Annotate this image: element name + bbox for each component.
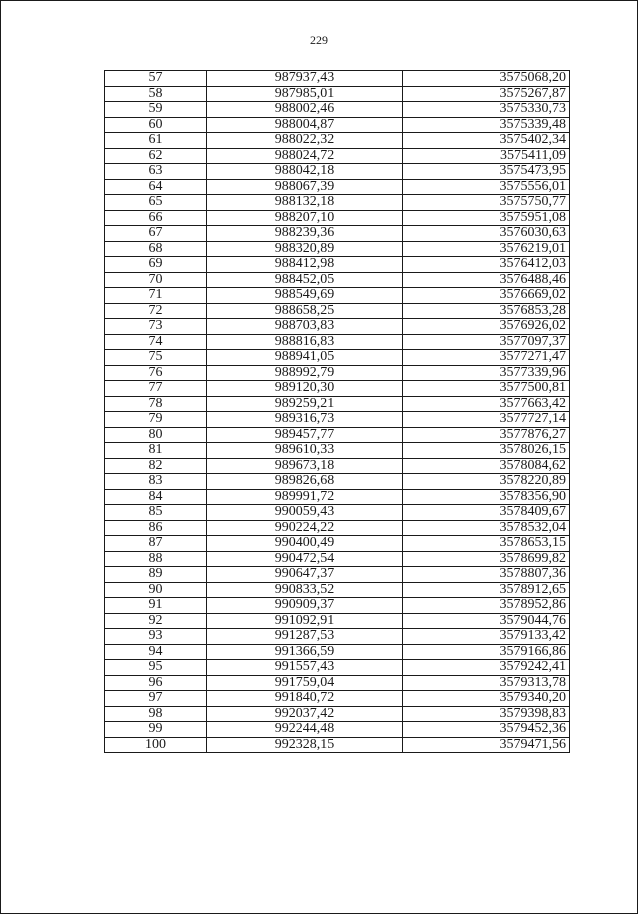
x-coordinate-cell: 989120,30 (207, 381, 403, 397)
y-coordinate-cell: 3575556,01 (403, 179, 570, 195)
point-number-cell: 77 (105, 381, 207, 397)
y-coordinate-cell: 3577271,47 (403, 350, 570, 366)
table-row (105, 505, 570, 521)
point-number-cell: 69 (105, 257, 207, 273)
point-number-cell: 91 (105, 598, 207, 614)
y-coordinate-cell: 3577876,27 (403, 427, 570, 443)
y-coordinate-cell: 3575267,87 (403, 86, 570, 102)
y-coordinate-cell: 3579133,42 (403, 629, 570, 645)
point-number-cell: 85 (105, 505, 207, 521)
x-coordinate-cell: 990059,43 (207, 505, 403, 521)
x-coordinate-cell: 988042,18 (207, 164, 403, 180)
point-number-cell: 90 (105, 582, 207, 598)
point-number-cell: 57 (105, 71, 207, 87)
table-row (105, 582, 570, 598)
x-coordinate-cell: 988412,98 (207, 257, 403, 273)
x-coordinate-cell: 989673,18 (207, 458, 403, 474)
y-coordinate-cell: 3578026,15 (403, 443, 570, 459)
y-coordinate-cell: 3577500,81 (403, 381, 570, 397)
y-coordinate-cell: 3578356,90 (403, 489, 570, 505)
point-number-cell: 87 (105, 536, 207, 552)
table-row (105, 117, 570, 133)
table-row (105, 598, 570, 614)
y-coordinate-cell: 3575339,48 (403, 117, 570, 133)
y-coordinate-cell: 3578409,67 (403, 505, 570, 521)
table-row (105, 737, 570, 753)
y-coordinate-cell: 3578532,04 (403, 520, 570, 536)
x-coordinate-cell: 992037,42 (207, 706, 403, 722)
point-number-cell: 73 (105, 319, 207, 335)
table-row (105, 551, 570, 567)
y-coordinate-cell: 3577663,42 (403, 396, 570, 412)
table-row (105, 489, 570, 505)
point-number-cell: 71 (105, 288, 207, 304)
x-coordinate-cell: 991092,91 (207, 613, 403, 629)
x-coordinate-cell: 992328,15 (207, 737, 403, 753)
x-coordinate-cell: 988452,05 (207, 272, 403, 288)
table-row (105, 210, 570, 226)
x-coordinate-cell: 991759,04 (207, 675, 403, 691)
x-coordinate-cell: 988992,79 (207, 365, 403, 381)
coordinates-table-body (105, 71, 570, 753)
point-number-cell: 92 (105, 613, 207, 629)
point-number-cell: 68 (105, 241, 207, 257)
point-number-cell: 75 (105, 350, 207, 366)
x-coordinate-cell: 988320,89 (207, 241, 403, 257)
x-coordinate-cell: 987937,43 (207, 71, 403, 87)
table-row (105, 644, 570, 660)
point-number-cell: 83 (105, 474, 207, 490)
point-number-cell: 89 (105, 567, 207, 583)
y-coordinate-cell: 3576669,02 (403, 288, 570, 304)
table-row (105, 613, 570, 629)
x-coordinate-cell: 989826,68 (207, 474, 403, 490)
x-coordinate-cell: 988703,83 (207, 319, 403, 335)
table-row (105, 629, 570, 645)
table-row (105, 179, 570, 195)
y-coordinate-cell: 3579452,36 (403, 722, 570, 738)
x-coordinate-cell: 992244,48 (207, 722, 403, 738)
y-coordinate-cell: 3578653,15 (403, 536, 570, 552)
point-number-cell: 97 (105, 691, 207, 707)
page-number: 229 (310, 33, 328, 47)
table-row (105, 722, 570, 738)
table-row (105, 257, 570, 273)
point-number-cell: 66 (105, 210, 207, 226)
y-coordinate-cell: 3575473,95 (403, 164, 570, 180)
table-row (105, 164, 570, 180)
table-row (105, 319, 570, 335)
point-number-cell: 94 (105, 644, 207, 660)
table-row (105, 412, 570, 428)
x-coordinate-cell: 988549,69 (207, 288, 403, 304)
point-number-cell: 78 (105, 396, 207, 412)
table-row (105, 567, 570, 583)
y-coordinate-cell: 3576853,28 (403, 303, 570, 319)
point-number-cell: 62 (105, 148, 207, 164)
table-row (105, 520, 570, 536)
x-coordinate-cell: 991840,72 (207, 691, 403, 707)
table-row (105, 350, 570, 366)
x-coordinate-cell: 990833,52 (207, 582, 403, 598)
x-coordinate-cell: 988207,10 (207, 210, 403, 226)
table-row (105, 660, 570, 676)
x-coordinate-cell: 988941,05 (207, 350, 403, 366)
point-number-cell: 82 (105, 458, 207, 474)
x-coordinate-cell: 990400,49 (207, 536, 403, 552)
x-coordinate-cell: 990472,54 (207, 551, 403, 567)
y-coordinate-cell: 3575402,34 (403, 133, 570, 149)
y-coordinate-cell: 3577339,96 (403, 365, 570, 381)
x-coordinate-cell: 989457,77 (207, 427, 403, 443)
y-coordinate-cell: 3578084,62 (403, 458, 570, 474)
y-coordinate-cell: 3575411,09 (403, 148, 570, 164)
table-row (105, 675, 570, 691)
x-coordinate-cell: 988239,36 (207, 226, 403, 242)
table-row (105, 691, 570, 707)
table-row (105, 148, 570, 164)
coordinates-table (104, 70, 570, 753)
y-coordinate-cell: 3578220,89 (403, 474, 570, 490)
y-coordinate-cell: 3579471,56 (403, 737, 570, 753)
table-row (105, 241, 570, 257)
table-row (105, 381, 570, 397)
table-row (105, 133, 570, 149)
point-number-cell: 60 (105, 117, 207, 133)
table-row (105, 458, 570, 474)
point-number-cell: 93 (105, 629, 207, 645)
table-row (105, 443, 570, 459)
x-coordinate-cell: 988067,39 (207, 179, 403, 195)
point-number-cell: 88 (105, 551, 207, 567)
x-coordinate-cell: 988002,46 (207, 102, 403, 118)
table-row (105, 334, 570, 350)
table-row (105, 536, 570, 552)
table-row (105, 195, 570, 211)
y-coordinate-cell: 3579313,78 (403, 675, 570, 691)
point-number-cell: 58 (105, 86, 207, 102)
point-number-cell: 96 (105, 675, 207, 691)
y-coordinate-cell: 3576030,63 (403, 226, 570, 242)
y-coordinate-cell: 3578807,36 (403, 567, 570, 583)
point-number-cell: 79 (105, 412, 207, 428)
x-coordinate-cell: 990647,37 (207, 567, 403, 583)
y-coordinate-cell: 3579166,86 (403, 644, 570, 660)
table-row (105, 396, 570, 412)
point-number-cell: 59 (105, 102, 207, 118)
table-row (105, 706, 570, 722)
y-coordinate-cell: 3577097,37 (403, 334, 570, 350)
point-number-cell: 98 (105, 706, 207, 722)
table-row (105, 288, 570, 304)
x-coordinate-cell: 988024,72 (207, 148, 403, 164)
point-number-cell: 72 (105, 303, 207, 319)
point-number-cell: 61 (105, 133, 207, 149)
x-coordinate-cell: 987985,01 (207, 86, 403, 102)
x-coordinate-cell: 989316,73 (207, 412, 403, 428)
table-row (105, 272, 570, 288)
point-number-cell: 99 (105, 722, 207, 738)
x-coordinate-cell: 991557,43 (207, 660, 403, 676)
y-coordinate-cell: 3575068,20 (403, 71, 570, 87)
y-coordinate-cell: 3578699,82 (403, 551, 570, 567)
x-coordinate-cell: 988816,83 (207, 334, 403, 350)
table-row (105, 427, 570, 443)
x-coordinate-cell: 988022,32 (207, 133, 403, 149)
x-coordinate-cell: 989259,21 (207, 396, 403, 412)
y-coordinate-cell: 3579398,83 (403, 706, 570, 722)
x-coordinate-cell: 990224,22 (207, 520, 403, 536)
point-number-cell: 81 (105, 443, 207, 459)
table-row (105, 474, 570, 490)
table-row (105, 102, 570, 118)
table-row (105, 303, 570, 319)
x-coordinate-cell: 989610,33 (207, 443, 403, 459)
y-coordinate-cell: 3576412,03 (403, 257, 570, 273)
y-coordinate-cell: 3575330,73 (403, 102, 570, 118)
table-row (105, 226, 570, 242)
y-coordinate-cell: 3579340,20 (403, 691, 570, 707)
point-number-cell: 100 (105, 737, 207, 753)
y-coordinate-cell: 3578912,65 (403, 582, 570, 598)
y-coordinate-cell: 3575750,77 (403, 195, 570, 211)
y-coordinate-cell: 3575951,08 (403, 210, 570, 226)
x-coordinate-cell: 991287,53 (207, 629, 403, 645)
point-number-cell: 84 (105, 489, 207, 505)
point-number-cell: 65 (105, 195, 207, 211)
x-coordinate-cell: 988004,87 (207, 117, 403, 133)
table-row (105, 86, 570, 102)
y-coordinate-cell: 3578952,86 (403, 598, 570, 614)
point-number-cell: 76 (105, 365, 207, 381)
y-coordinate-cell: 3576488,46 (403, 272, 570, 288)
point-number-cell: 86 (105, 520, 207, 536)
table-row (105, 365, 570, 381)
y-coordinate-cell: 3579242,41 (403, 660, 570, 676)
point-number-cell: 95 (105, 660, 207, 676)
table-row (105, 71, 570, 87)
point-number-cell: 70 (105, 272, 207, 288)
point-number-cell: 74 (105, 334, 207, 350)
x-coordinate-cell: 991366,59 (207, 644, 403, 660)
y-coordinate-cell: 3577727,14 (403, 412, 570, 428)
point-number-cell: 64 (105, 179, 207, 195)
point-number-cell: 80 (105, 427, 207, 443)
y-coordinate-cell: 3576219,01 (403, 241, 570, 257)
point-number-cell: 67 (105, 226, 207, 242)
x-coordinate-cell: 988658,25 (207, 303, 403, 319)
point-number-cell: 63 (105, 164, 207, 180)
x-coordinate-cell: 989991,72 (207, 489, 403, 505)
x-coordinate-cell: 988132,18 (207, 195, 403, 211)
y-coordinate-cell: 3576926,02 (403, 319, 570, 335)
y-coordinate-cell: 3579044,76 (403, 613, 570, 629)
x-coordinate-cell: 990909,37 (207, 598, 403, 614)
